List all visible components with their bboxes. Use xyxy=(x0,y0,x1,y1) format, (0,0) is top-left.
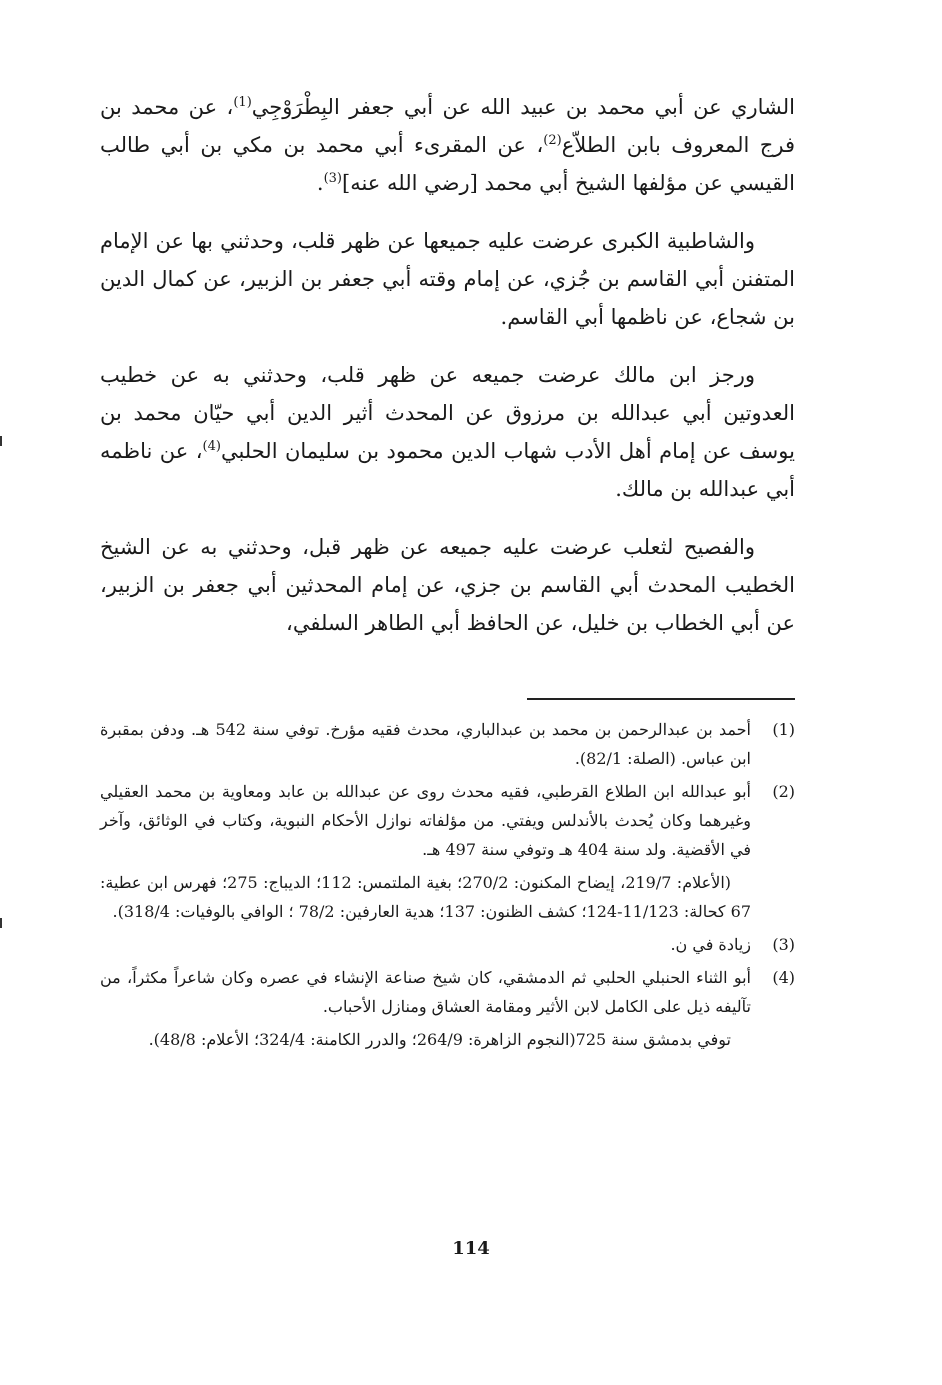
main-text xyxy=(100,88,795,662)
footnote-text: زيادة في ن. xyxy=(670,935,751,954)
footnote-text: أبو الثناء الحنبلي الحلبي ثم الدمشقي، كان شيخ صناعة الإنشاء في عصره وكان شاعراً مكثراً، من تآليفه ذيل على الكامل لابن الأثير ومقامة العشاق ومنازل الأحباب. xyxy=(100,968,751,1016)
footnote-text: (الأعلام: 219/7، إيضاح المكنون: 270/2؛ بغية الملتمس: 112؛ الديباج: 275؛ فهرس ابن عطية: 67 كحالة: 11/123-124؛ كشف الظنون: 137؛ هدية العارفين: 78/2 ؛ الوافي بالوفيات: 318/4). xyxy=(100,873,751,921)
footnote-body xyxy=(100,930,751,959)
footnote-reference[interactable]: (2) xyxy=(543,133,562,148)
scan-edge-mark xyxy=(0,436,2,446)
footnote-number: (1) xyxy=(772,720,795,739)
paragraph-text: ورجز ابن مالك عرضت جميعه عن ظهر قلب، وحدثني به عن خطيب العدوتين أبي عبدالله بن مرزوق عن المحدث أثير الدين أبي حيّان محمد بن يوسف عن إمام أهل الأدب شهاب الدين محمود بن سليمان الحلبي xyxy=(100,363,795,463)
footnote-text: أبو عبدالله ابن الطلاع القرطبي، فقيه محدث روى عن عبدالله بن عابد ومعاوية بن محمد العقيلي وغيرهما وكان يُحدث بالأندلس ويفتي. من مؤلفاته نوازل الأحكام النبوية، وكتاب في الوثائق، وآخر في الأقضية. ولد سنة 404 هـ وتوفي سنة 497 هـ. xyxy=(100,782,752,859)
footnote-text: توفي بدمشق سنة 725(النجوم الزاهرة: 264/9؛ والدرر الكامنة: 324/4؛ الأعلام: 48/8). xyxy=(148,1030,731,1049)
footnote-separator xyxy=(527,698,795,700)
footnote-number: (4) xyxy=(772,968,795,987)
footnote xyxy=(100,930,795,959)
footnote xyxy=(100,963,795,1054)
body-paragraph xyxy=(100,528,795,642)
footnote-body xyxy=(100,963,751,1054)
footnote-number: (3) xyxy=(772,935,795,954)
paragraph-text: ، عن ناظمه أبي عبدالله بن مالك. xyxy=(100,439,795,501)
footnote-reference[interactable]: (4) xyxy=(202,439,221,454)
paragraph-text: ، عن محمد بن فرج المعروف بابن الطلاّع xyxy=(100,95,795,157)
footnote xyxy=(100,715,795,773)
footnotes xyxy=(100,715,795,1058)
paragraph-text: والشاطبية الكبرى عرضت عليه جميعها عن ظهر قلب، وحدثني بها عن الإمام المتفنن أبي القاسم بن جُزي، عن إمام وقته أبي جعفر بن الزبير، عن كمال الدين بن شجاع، عن ناظمها أبي القاسم. xyxy=(100,229,795,329)
scan-edge-mark xyxy=(0,918,2,928)
footnote-body xyxy=(100,715,751,773)
paragraph-text: والفصيح لثعلب عرضت عليه جميعه عن ظهر قبل، وحدثني به عن الشيخ الخطيب المحدث أبي القاسم بن جزي، عن إمام المحدثين أبي جعفر بن الزبير، عن أبي الخطاب بن خليل، عن الحافظ أبي الطاهر السلفي، xyxy=(100,535,795,635)
paragraph-text: ، عن المقرىء أبي محمد بن مكي بن أبي طالب القيسي عن مؤلفها الشيخ أبي محمد [رضي الله عنه] xyxy=(100,133,795,195)
footnote-number: (2) xyxy=(772,782,795,801)
footnote-reference[interactable]: (3) xyxy=(323,171,342,186)
paragraph-text: الشاري عن أبي محمد بن عبيد الله عن أبي جعفر البِطْرَوْجِي xyxy=(251,95,795,119)
body-paragraph xyxy=(100,356,795,508)
body-paragraph xyxy=(100,88,795,202)
footnote xyxy=(100,777,795,926)
page-number: 114 xyxy=(452,1238,490,1259)
body-paragraph xyxy=(100,222,795,336)
footnote-reference[interactable]: (1) xyxy=(233,95,252,110)
footnote-text: أحمد بن عبدالرحمن بن محمد بن عبدالباري، محدث فقيه مؤرخ. توفي سنة 542 هـ. ودفن بمقبرة ابن عباس. (الصلة: 82/1). xyxy=(100,720,751,768)
footnote-body xyxy=(100,777,751,926)
paragraph-text: . xyxy=(316,171,324,195)
